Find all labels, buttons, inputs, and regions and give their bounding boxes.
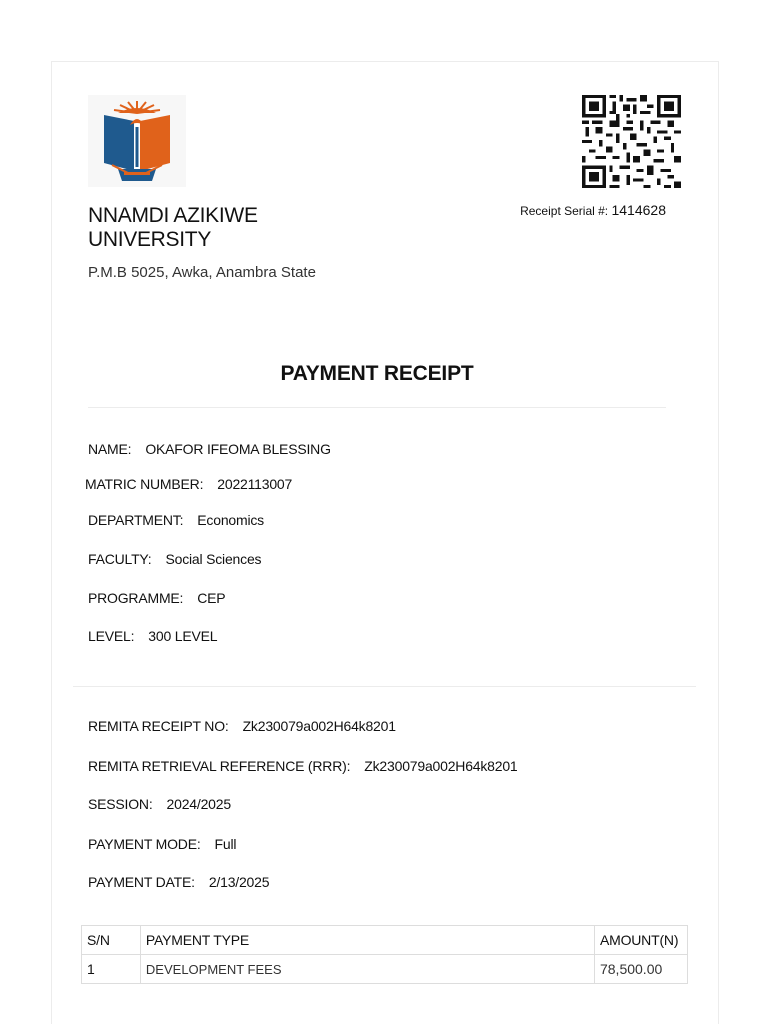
programme-label: PROGRAMME:	[88, 590, 184, 606]
qr-code-icon	[582, 95, 681, 188]
programme-value: CEP	[197, 590, 226, 606]
matric-number-label: MATRIC NUMBER:	[85, 476, 204, 492]
cell-amount: 78,500.00	[594, 955, 687, 984]
faculty-value: Social Sciences	[165, 551, 262, 567]
remita-receipt-label: REMITA RECEIPT NO:	[88, 718, 229, 734]
rrr-value: Zk230079a002H64k8201	[364, 758, 518, 774]
student-name-label: NAME:	[88, 441, 132, 457]
rrr-label: REMITA RETRIEVAL REFERENCE (RRR):	[88, 758, 351, 774]
payment-table	[81, 925, 688, 984]
payment-mode-field	[88, 836, 236, 852]
divider	[88, 407, 666, 408]
faculty-label: FACULTY:	[88, 551, 152, 567]
payment-date-value: 2/13/2025	[208, 874, 270, 890]
cell-payment-type: DEVELOPMENT FEES	[140, 955, 594, 984]
table-row	[82, 955, 688, 984]
remita-receipt-value: Zk230079a002H64k8201	[242, 718, 396, 734]
level-label: LEVEL:	[88, 628, 135, 644]
receipt-serial-label: Receipt Serial #:	[520, 204, 609, 218]
session-value: 2024/2025	[166, 796, 231, 812]
matric-number-value: 2022113007	[217, 476, 293, 492]
payment-date-label: PAYMENT DATE:	[88, 874, 195, 890]
rrr-field	[88, 758, 518, 774]
level-value: 300 LEVEL	[148, 628, 218, 644]
column-header-amount: AMOUNT(N)	[594, 926, 687, 955]
table-header-row	[82, 926, 688, 955]
receipt-serial	[520, 202, 666, 218]
programme-field	[88, 590, 225, 606]
column-header-payment-type: PAYMENT TYPE	[140, 926, 594, 955]
receipt-serial-number: 1414628	[611, 202, 666, 218]
payment-mode-value: Full	[214, 836, 237, 852]
university-name: NNAMDI AZIKIWE UNIVERSITY	[88, 204, 258, 251]
student-name-field	[88, 441, 331, 457]
remita-receipt-field	[88, 718, 396, 734]
cell-sn: 1	[82, 955, 141, 984]
department-value: Economics	[197, 512, 264, 528]
page-title: PAYMENT RECEIPT	[280, 362, 474, 385]
session-label: SESSION:	[88, 796, 153, 812]
matric-number-field	[85, 476, 292, 492]
student-name-value: OKAFOR IFEOMA BLESSING	[145, 441, 331, 457]
column-header-sn: S/N	[82, 926, 141, 955]
university-address: P.M.B 5025, Awka, Anambra State	[88, 264, 316, 281]
divider	[73, 686, 696, 687]
payment-date-field	[88, 874, 269, 890]
session-field	[88, 796, 231, 812]
university-crest-icon	[88, 95, 186, 187]
level-field	[88, 628, 217, 644]
payment-mode-label: PAYMENT MODE:	[88, 836, 201, 852]
faculty-field	[88, 551, 261, 567]
department-field	[88, 512, 264, 528]
department-label: DEPARTMENT:	[88, 512, 184, 528]
